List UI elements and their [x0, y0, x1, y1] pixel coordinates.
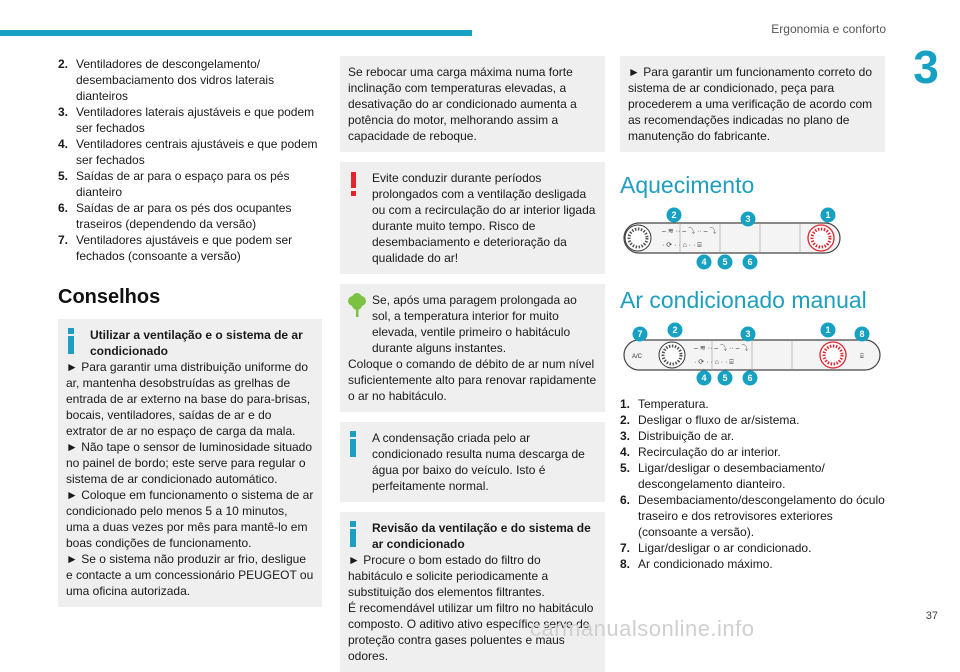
eco-box	[340, 284, 605, 412]
box-paragraph: ► Para garantir uma distribuição uniforme do ar, mantenha desobstruídas as grelhas de entrada de ar externo na base do para-brisas, bocais, ventiladores, saídas de ar e do extrator de ar no espaço de carga da mala.	[66, 360, 311, 438]
list-item: 1. Temperatura.	[620, 397, 709, 411]
svg-text:– ≋ ·· – ⤵ ·· – ⤵: – ≋ ·· – ⤵ ·· – ⤵	[694, 345, 749, 352]
chapter-number: 3	[913, 41, 939, 93]
box-paragraph: ► Para garantir um funcionamento correto do sistema de ar condicionado, peça para procederem a uma verificação de acordo com as recomendações indicadas no plano de manutenção do fabricante.	[628, 65, 873, 143]
info-icon	[348, 431, 358, 457]
svg-text:· ⟳ · · ⌂ · · ⌸: · ⟳ · · ⌂ · · ⌸	[662, 242, 702, 249]
box-paragraph: Coloque o comando de débito de ar num nível suficientemente alto para renovar rapidamente o ar no habitáculo.	[348, 357, 597, 403]
watermark: carmanualsonline.info	[530, 616, 755, 641]
vent-list	[58, 56, 322, 264]
heading-ar-condicionado-manual: Ar condicionado manual	[620, 287, 867, 313]
callout-5: 5	[722, 257, 728, 267]
column-3	[620, 56, 885, 572]
box-paragraph: Evite conduzir durante períodos prolongados com a ventilação desligada ou com a recirculação do ar interior ligada durante muito tempo. Risco de desembaciamento e deterioração da qualidade do ar!	[372, 171, 596, 265]
callout-7: 7	[637, 329, 643, 339]
box-paragraph: ► Coloque em funcionamento o sistema de ar condicionado pelo menos 5 a 10 minutos, uma a duas vezes por mês para mantê-lo em boas condições de funcionamento.	[66, 488, 314, 550]
callout-4: 4	[701, 257, 707, 267]
heading-aquecimento: Aquecimento	[620, 172, 755, 198]
box-paragraph: ► Procure o bom estado do filtro do habitáculo e solicite periodicamente a substituição dos elementos filtrantes.	[348, 553, 549, 599]
list-item: 7. Ventiladores ajustáveis e que podem ser fechados (consoante a versão)	[58, 233, 293, 263]
box-paragraph: Se rebocar uma carga máxima numa forte inclinação com temperaturas elevadas, a desativação do ar condicionado aumenta a potência do motor, melhorando assim a capacidade de reboque.	[348, 65, 577, 143]
callout-3: 3	[745, 329, 751, 339]
info-icon	[348, 521, 358, 547]
info-icon	[66, 328, 76, 354]
header-accent-bar	[0, 30, 472, 36]
box-paragraph: ► Não tape o sensor de luminosidade situado no painel de bordo; este serve para regular o sistema de ar condicionado automático.	[66, 440, 313, 486]
list-item: 3. Distribuição de ar.	[620, 429, 735, 443]
info-box-ventilation	[58, 319, 322, 607]
svg-text:– ≋ ·· – ⤵ ·· – ⤵: – ≋ ·· – ⤵ ·· – ⤵	[662, 228, 717, 235]
box-paragraph: ► Se o sistema não produzir ar frio, desligue e contacte a um concessionário PEUGEOT ou uma oficina autorizada.	[66, 552, 314, 598]
list-item: 5. Saídas de ar para o espaço para os pés dianteiro	[58, 169, 290, 199]
callout-1: 1	[825, 210, 831, 220]
list-item: 3. Ventiladores laterais ajustáveis e que podem ser fechados	[58, 105, 315, 135]
callout-4: 4	[701, 373, 707, 383]
section-header: Ergonomia e conforto	[771, 22, 886, 36]
note-box-towing	[340, 56, 605, 152]
box-paragraph: Se, após uma paragem prolongada ao sol, a temperatura interior for muito elevada, ventile primeiro o habitáculo durante alguns instantes.	[372, 293, 577, 355]
callout-1: 1	[825, 325, 831, 335]
svg-text:· ⟳ · · ⌂ · · ⌸: · ⟳ · · ⌂ · · ⌸	[694, 359, 734, 366]
list-item: 2. Desligar o fluxo de ar/sistema.	[620, 413, 800, 427]
box-title: Utilizar a ventilação e o sistema de ar condicionado	[90, 328, 303, 358]
warning-box	[340, 162, 605, 274]
callout-5: 5	[722, 373, 728, 383]
ac-panel-diagram	[620, 322, 885, 386]
list-item: 5. Ligar/desligar o desembaciamento/ descongelamento dianteiro.	[620, 461, 825, 491]
info-box-maintenance	[340, 512, 605, 672]
eco-tree-icon	[347, 293, 367, 317]
heading-conselhos: Conselhos	[58, 286, 161, 308]
callout-2: 2	[672, 325, 678, 335]
list-item: 8. Ar condicionado máximo.	[620, 557, 773, 571]
list-item: 7. Ligar/desligar o ar condicionado.	[620, 541, 812, 555]
callout-3: 3	[745, 214, 751, 224]
column-1	[58, 56, 322, 607]
svg-text:⌸: ⌸	[860, 354, 864, 360]
box-paragraph: A condensação criada pelo ar condicionado resulta numa descarga de água por baixo do veículo. Isto é perfeitamente normal.	[372, 431, 585, 493]
svg-text:A/C: A/C	[632, 354, 643, 360]
page-number: 37	[925, 610, 938, 622]
callout-8: 8	[859, 329, 865, 339]
column-2	[340, 56, 605, 672]
control-legend-list	[620, 396, 885, 572]
list-item: 4. Recirculação do ar interior.	[620, 445, 781, 459]
box-paragraph: É recomendável utilizar um filtro no habitáculo composto. O aditivo ativo específico serve de proteção contra gases poluentes e maus odores.	[348, 601, 594, 663]
note-box-service	[620, 56, 885, 152]
list-item: 6. Desembaciamento/descongelamento do óculo traseiro e dos retrovisores exteriores (consoante a versão).	[620, 493, 885, 539]
list-item: 4. Ventiladores centrais ajustáveis e que podem ser fechados	[58, 137, 318, 167]
callout-6: 6	[747, 257, 753, 267]
warning-icon	[350, 172, 358, 196]
heating-panel-diagram	[620, 207, 885, 271]
info-box-condensation	[340, 422, 605, 502]
list-item: 6. Saídas de ar para os pés dos ocupantes traseiros (dependendo da versão)	[58, 201, 292, 231]
callout-2: 2	[671, 210, 677, 220]
list-item: 2. Ventiladores de descongelamento/ desembaciamento dos vidros laterais dianteiros	[58, 57, 275, 103]
box-title: Revisão da ventilação e do sistema de ar condicionado	[372, 521, 591, 551]
callout-6: 6	[747, 373, 753, 383]
